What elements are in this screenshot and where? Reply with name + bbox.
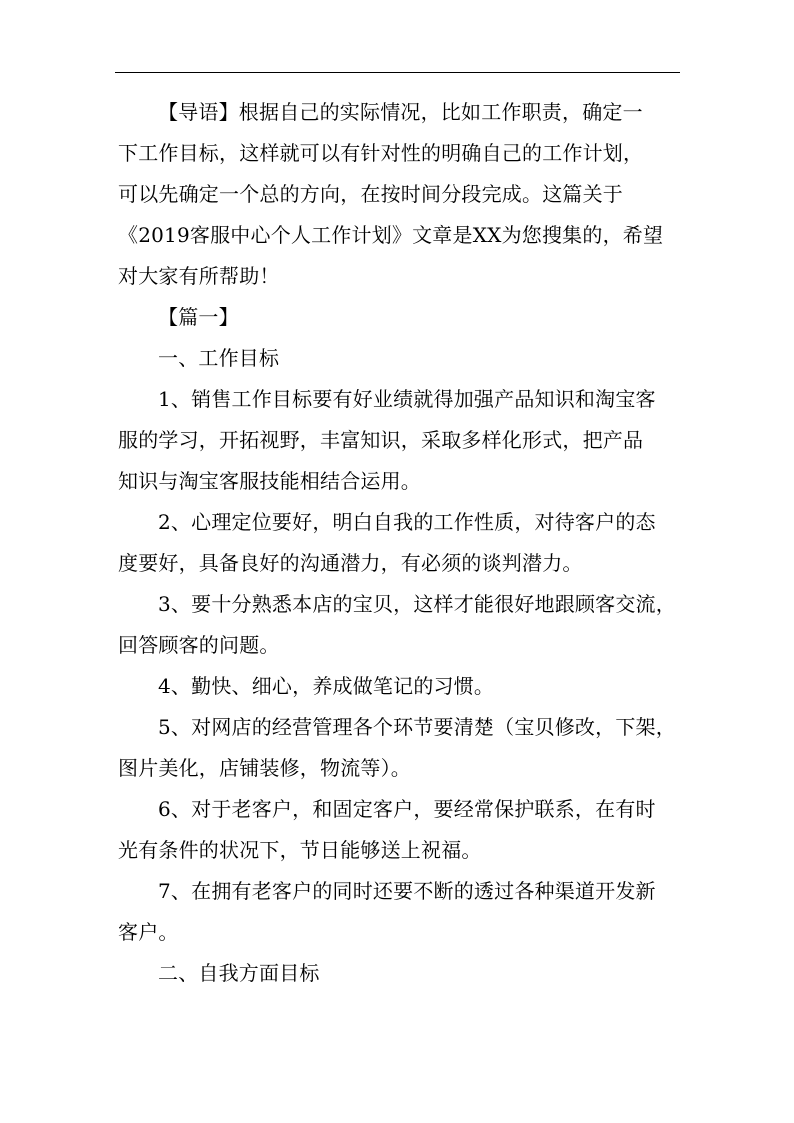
item-7-line-2: 客户。	[118, 920, 179, 944]
item-5-line-1: 5、对网店的经营管理各个环节要清楚（宝贝修改，下架，	[158, 715, 676, 739]
item-3-line-2: 回答顾客的问题。	[118, 633, 280, 657]
section1-heading: 一、工作目标	[158, 346, 280, 370]
intro-line-4: 《2019客服中心个人工作计划》文章是XX为您搜集的，希望	[118, 223, 664, 247]
item-7-line-1: 7、在拥有老客户的同时还要不断的透过各种渠道开发新	[158, 879, 656, 903]
item-6-line-2: 光有条件的状况下，节日能够送上祝福。	[118, 838, 482, 862]
item-5-line-2: 图片美化，店铺装修，物流等）。	[118, 756, 411, 780]
intro-line-1: 【导语】根据自己的实际情况，比如工作职责，确定一	[158, 100, 643, 124]
intro-line-2: 下工作目标，这样就可以有针对性的明确自己的工作计划，	[118, 141, 644, 165]
item-1-line-3: 知识与淘宝客服技能相结合运用。	[118, 469, 421, 493]
section2-heading: 二、自我方面目标	[158, 961, 320, 985]
document-body	[118, 92, 680, 994]
intro-line-3: 可以先确定一个总的方向，在按时间分段完成。这篇关于	[118, 182, 623, 206]
header-rule	[115, 72, 680, 73]
item-2-line-1: 2、心理定位要好，明白自我的工作性质，对待客户的态	[158, 510, 656, 534]
item-2-line-2: 度要好，具备良好的沟通潜力，有必须的谈判潜力。	[118, 551, 583, 575]
item-3-line-1: 3、要十分熟悉本店的宝贝，这样才能很好地跟顾客交流，	[158, 592, 676, 616]
item-1-line-2: 服的学习，开拓视野，丰富知识，采取多样化形式，把产品	[118, 428, 644, 452]
intro-line-5: 对大家有所帮助！	[118, 264, 280, 288]
item-6-line-1: 6、对于老客户，和固定客户，要经常保护联系，在有时	[158, 797, 656, 821]
part-heading: 【篇一】	[158, 305, 239, 329]
item-4-line-1: 4、勤快、细心，养成做笔记的习惯。	[158, 674, 495, 698]
item-1-line-1: 1、销售工作目标要有好业绩就得加强产品知识和淘宝客	[158, 387, 656, 411]
